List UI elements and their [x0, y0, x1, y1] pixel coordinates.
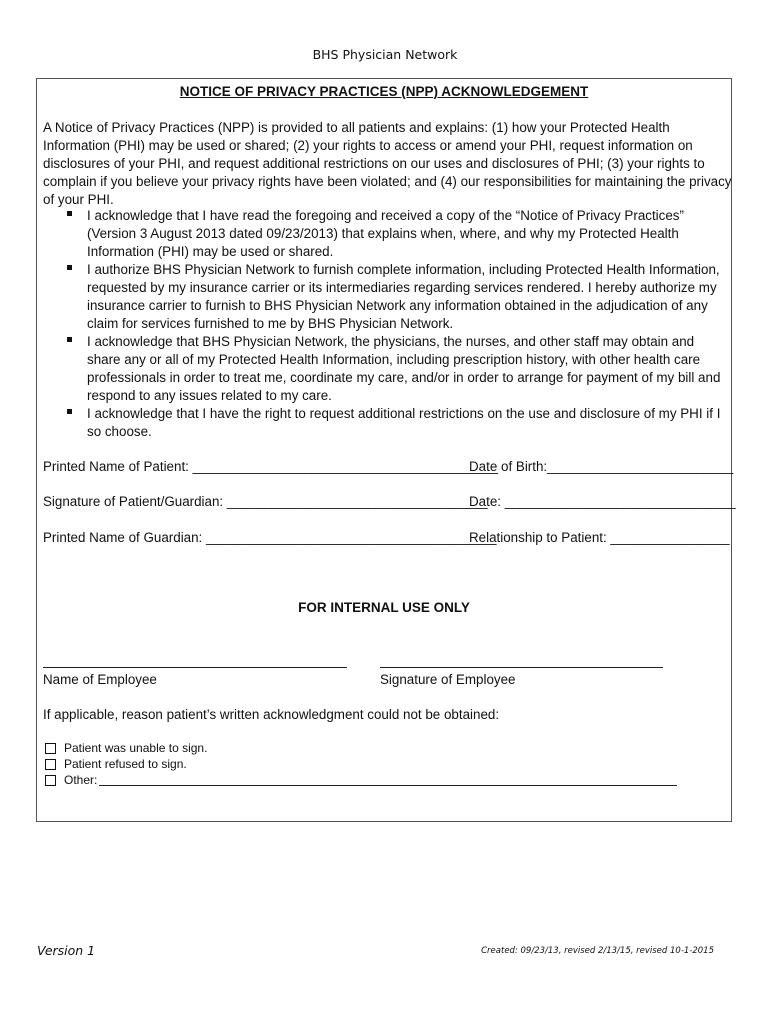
reason-text: If applicable, reason patient’s written acknowledgment could not be obtained: [43, 707, 500, 722]
option-refused-to-sign[interactable]: Patient refused to sign. [45, 757, 187, 771]
square-bullet-icon [67, 409, 72, 414]
dob-field[interactable]: Date of Birth:_________________________ [469, 459, 734, 474]
list-item: I acknowledge that BHS Physician Network, the physicians, the nurses, and other staff may obtain and share any or all of my Protected Health Information, including prescription history, with other health care professionals in order to treat me, coordinate my care, and/or in order to arrange for payment of my bill and respond to any issues related to my care. [87, 333, 727, 405]
employee-signature-line[interactable] [380, 667, 663, 668]
option-other[interactable]: Other: [45, 773, 677, 787]
list-item: I acknowledge that I have read the foregoing and received a copy of the “Notice of Privacy Practices” (Version 3 August 2013 dated 09/23/2013) that explains when, where, and why my Protected Health Information (PHI) may be used or shared. [87, 207, 727, 261]
header-title: BHS Physician Network [312, 47, 458, 62]
intro-paragraph: A Notice of Privacy Practices (NPP) is provided to all patients and explains: (1) how your Protected Health Information (PHI) may be used or shared; (2) your rights to access or amend your PHI, request information on disclosures of your PHI, and request additional restrictions on our uses and disclosures of PHI; (3) your rights to complain if you believe your privacy rights have been violated; and (4) our responsibilities for maintaining the privacy of your PHI. [43, 120, 732, 207]
other-reason-line[interactable] [99, 774, 677, 786]
square-bullet-icon [67, 337, 72, 342]
square-bullet-icon [67, 211, 72, 216]
checkbox-icon[interactable] [45, 743, 56, 754]
square-bullet-icon [67, 265, 72, 270]
form-title: NOTICE OF PRIVACY PRACTICES (NPP) ACKNOWLEDGEMENT [179, 84, 589, 99]
internal-use-title: FOR INTERNAL USE ONLY [298, 600, 470, 615]
relationship-field[interactable]: Relationship to Patient: ________________ [469, 530, 730, 545]
acknowledgement-list [87, 207, 727, 441]
list-item: I acknowledge that I have the right to request additional restrictions on the use and disclosure of my PHI if I so choose. [87, 405, 727, 441]
employee-signature-label: Signature of Employee [380, 672, 516, 687]
version-label: Version 1 [37, 943, 96, 958]
revision-dates: Created: 09/23/13, revised 2/13/15, revised 10-1-2015 [481, 946, 714, 956]
date-field[interactable]: Date: _______________________________ [469, 494, 736, 509]
employee-name-line[interactable] [43, 667, 347, 668]
checkbox-icon[interactable] [45, 759, 56, 770]
checkbox-icon[interactable] [45, 775, 56, 786]
patient-name-field[interactable]: Printed Name of Patient: _________________________________________ [43, 459, 498, 474]
signature-field[interactable]: Signature of Patient/Guardian: ___________________________________ [43, 494, 488, 509]
acknowledgement-form [36, 78, 736, 822]
guardian-name-field[interactable]: Printed Name of Guardian: _______________________________________ [43, 530, 497, 545]
employee-name-label: Name of Employee [43, 672, 157, 687]
option-unable-to-sign[interactable]: Patient was unable to sign. [45, 741, 207, 755]
list-item: I authorize BHS Physician Network to furnish complete information, including Protected Health Information, requested by my insurance carrier or its intermediaries regarding services rendered. I hereby authorize my insurance carrier to furnish to BHS Physician Network any information obtained in the adjudication of any claim for services furnished to me by BHS Physician Network. [87, 261, 727, 333]
